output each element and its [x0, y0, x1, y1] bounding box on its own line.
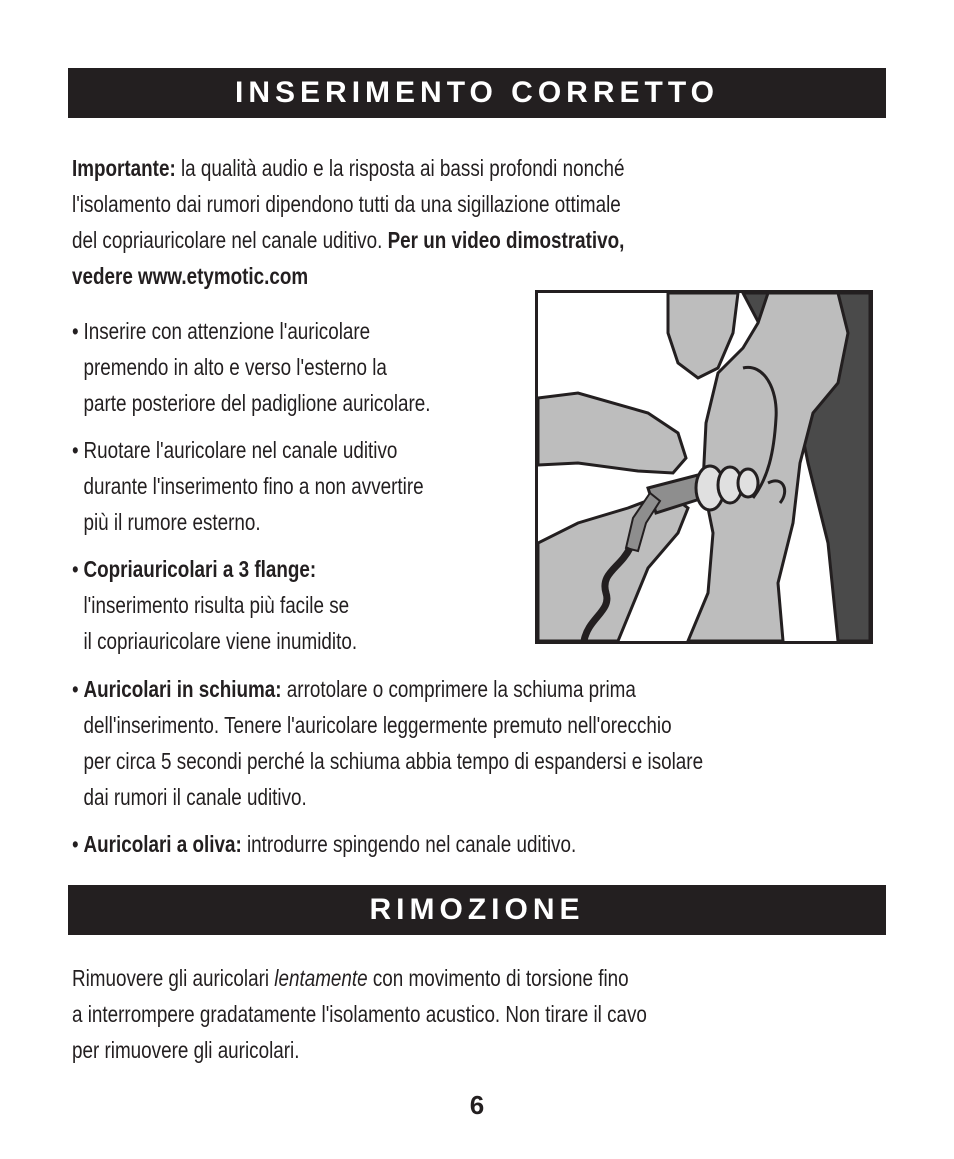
remove-text-1b: con movimento di torsione fino: [372, 965, 629, 991]
intro-line-3: [72, 222, 624, 258]
remove-line-1: [72, 960, 629, 996]
bullet2-line2: durante l'inserimento fino a non avvertire: [83, 473, 424, 499]
bullet3-label: Copriauricolari a 3 flange:: [83, 556, 317, 582]
remove-text-1a: Rimuovere gli auricolari: [72, 965, 270, 991]
video-note-2: vedere www.etymotic.com: [72, 263, 309, 289]
ear-illustration-svg: [538, 293, 870, 641]
bullet2-line3: più il rumore esterno.: [83, 509, 261, 535]
remove-line-3: [72, 1032, 299, 1068]
section-title-remove: RIMOZIONE: [369, 893, 585, 926]
remove-text-3: per rimuovere gli auricolari.: [72, 1037, 300, 1063]
index-finger-shape: [538, 393, 686, 473]
bullet4-line1: [83, 671, 703, 707]
video-note-1: Per un video dimostrativo,: [387, 227, 625, 253]
remove-emphasis: lentamente: [274, 965, 368, 991]
page-number: 6: [469, 1090, 485, 1120]
intro-text-2: l'isolamento dai rumori dipendono tutti da una sigillazione ottimale: [72, 191, 621, 217]
bullet4-label: Auricolari in schiuma:: [83, 676, 282, 702]
bullet1-line3: parte posteriore del padiglione auricolare.: [83, 390, 431, 416]
bullet5-rest: introdurre spingendo nel canale uditivo.: [246, 831, 577, 857]
bullet2-line1: Ruotare l'auricolare nel canale uditivo: [83, 437, 398, 463]
bullet-dot: •: [72, 318, 79, 344]
bullet-dot: •: [72, 831, 79, 857]
bullet5-label: Auricolari a oliva:: [83, 831, 242, 857]
bullet4-line3: per circa 5 secondi perché la schiuma abbia tempo di espandersi e isolare: [83, 748, 704, 774]
intro-line-4: [72, 258, 308, 294]
bullet-dot: •: [72, 437, 79, 463]
bullet-dot: •: [72, 676, 79, 702]
bullet-dot: •: [72, 556, 79, 582]
intro-line-2: [72, 186, 621, 222]
intro-line-1: [72, 150, 624, 186]
intro-text-3: del copriauricolare nel canale uditivo.: [72, 227, 383, 253]
section-heading-insert: [68, 68, 886, 118]
bullet3-line3: il copriauricolare viene inumidito.: [83, 628, 358, 654]
bullet3-line2: l'inserimento risulta più facile se: [83, 592, 350, 618]
important-label: Importante:: [72, 155, 176, 181]
ear-insertion-illustration: [535, 290, 873, 644]
bullet4-line2: dell'inserimento. Tenere l'auricolare leggermente premuto nell'orecchio: [83, 712, 672, 738]
remove-line-2: [72, 996, 647, 1032]
bullet1-line2: premendo in alto e verso l'esterno la: [83, 354, 387, 380]
intro-text-1: la qualità audio e la risposta ai bassi profondi nonché: [180, 155, 625, 181]
bullet1-line1: Inserire con attenzione l'auricolare: [83, 318, 371, 344]
section-title-insert: INSERIMENTO CORRETTO: [235, 76, 719, 109]
remove-text-2: a interrompere gradatamente l'isolamento acustico. Non tirare il cavo: [72, 1001, 647, 1027]
section-heading-remove: [68, 885, 886, 935]
bullet4-line1-rest: arrotolare o comprimere la schiuma prima: [286, 676, 636, 702]
flange-3: [738, 469, 758, 497]
bullet4-line4: dai rumori il canale uditivo.: [83, 784, 307, 810]
